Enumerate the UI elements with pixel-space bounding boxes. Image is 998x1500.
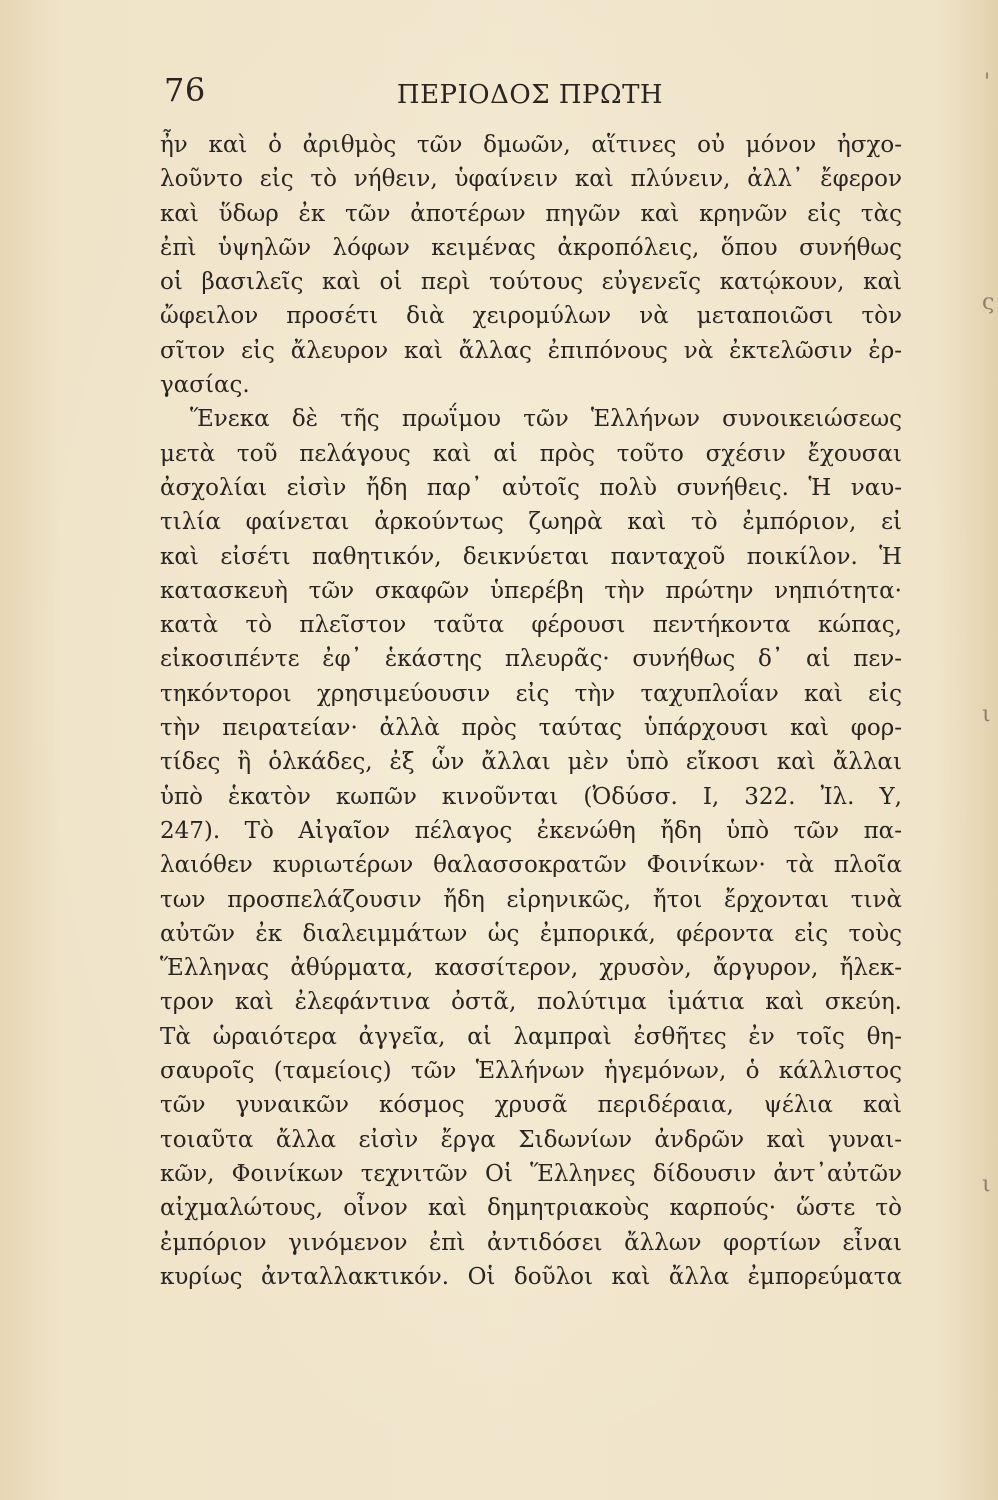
text-line: κῶν, Φοινίκων τεχνιτῶν Οἱ Ἕλληνες δίδουσιν ἀντ᾽αὐτῶν bbox=[160, 1160, 902, 1187]
text-line: τὴν πειρατείαν· ἀλλὰ πρὸς ταύτας ὑπάρχουσι καὶ φορ- bbox=[160, 715, 902, 742]
text-line: των προσπελάζουσιν ἤδη εἰρηνικῶς, ἤτοι ἔρχονται τινὰ bbox=[160, 886, 902, 913]
text-line: Τὰ ὡραιότερα ἀγγεῖα, αἱ λαμπραὶ ἐσθῆτες ἐν τοῖς θη- bbox=[160, 1023, 902, 1050]
text-line: καὶ εἰσέτι παθητικόν, δεικνύεται πανταχοῦ ποικίλον. Ἡ bbox=[160, 543, 902, 570]
text-line: τρον καὶ ἐλεφάντινα ὀστᾶ, πολύτιμα ἱμάτια καὶ σκεύη. bbox=[160, 989, 902, 1016]
text-line: κυρίως ἀνταλλακτικόν. Οἱ δοῦλοι καὶ ἄλλα ἐμπορεύματα bbox=[160, 1263, 902, 1290]
text-line: τίδες ἢ ὁλκάδες, ἐξ ὧν ἄλλαι μὲν ὑπὸ εἴκοσι καὶ ἄλλαι bbox=[160, 749, 902, 776]
text-line: ἐπὶ ὑψηλῶν λόφων κειμένας ἀκροπόλεις, ὅπου συνήθως bbox=[160, 234, 902, 261]
text-line: λαιόθεν κυριωτέρων θαλασσοκρατῶν Φοινίκων· τὰ πλοῖα bbox=[160, 852, 902, 879]
text-line: αἰχμαλώτους, οἶνον καὶ δημητριακοὺς καρπούς· ὥστε τὸ bbox=[160, 1195, 902, 1222]
text-line: μετὰ τοῦ πελάγους καὶ αἱ πρὸς τοῦτο σχέσιν ἔχουσαι bbox=[160, 440, 902, 467]
text-line: τηκόντοροι χρησιμεύουσιν εἰς τὴν ταχυπλοΐαν καὶ εἰς bbox=[160, 680, 902, 707]
text-line: κατὰ τὸ πλεῖστον ταῦτα φέρουσι πεντήκοντα κώπας, bbox=[160, 612, 902, 639]
text-line: καὶ ὕδωρ ἐκ τῶν ἀποτέρων πηγῶν καὶ κρηνῶν εἰς τὰς bbox=[160, 200, 902, 227]
margin-mark: ι bbox=[982, 1172, 991, 1197]
text-line: εἰκοσιπέντε ἐφ᾽ ἑκάστης πλευρᾶς· συνήθως δ᾽ αἱ πεν- bbox=[160, 646, 902, 673]
body-text bbox=[160, 128, 902, 1294]
page-number: 76 bbox=[164, 71, 206, 109]
text-line: ὤφειλον προσέτι διὰ χειρομύλων νὰ μεταποιῶσι τὸν bbox=[160, 303, 902, 330]
text-line: σαυροῖς (ταμείοις) τῶν Ἑλλήνων ἡγεμόνων, ὁ κάλλιστος bbox=[160, 1058, 902, 1085]
text-line: Ἕλληνας ἀθύρματα, κασσίτερον, χρυσὸν, ἄργυρον, ἤλεκ- bbox=[160, 955, 902, 982]
text-line: ἦν καὶ ὁ ἀριθμὸς τῶν δμωῶν, αἵτινες οὐ μόνον ἠσχο- bbox=[160, 132, 902, 158]
running-head: ΠΕΡΙΟΔΟΣ ΠΡΩΤΗ bbox=[396, 80, 664, 110]
text-line: λοῦντο εἰς τὸ νήθειν, ὑφαίνειν καὶ πλύνειν, ἀλλ᾽ ἔφερον bbox=[160, 166, 902, 193]
text-line: αὐτῶν ἐκ διαλειμμάτων ὡς ἐμπορικά, φέροντα εἰς τοὺς bbox=[160, 920, 902, 947]
margin-mark: ' bbox=[984, 70, 991, 95]
text-line: τῶν γυναικῶν κόσμος χρυσᾶ περιδέραια, ψέλια καὶ bbox=[160, 1092, 902, 1119]
text-line: 247). Τὸ Αἰγαῖον πέλαγος ἐκενώθη ἤδη ὑπὸ τῶν πα- bbox=[160, 817, 902, 844]
text-line: τιλία φαίνεται ἀρκούντως ζωηρὰ καὶ τὸ ἐμπόριον, εἰ bbox=[160, 509, 902, 536]
margin-mark: ι bbox=[982, 702, 991, 727]
page-header bbox=[150, 70, 910, 120]
text-line: τοιαῦτα ἄλλα εἰσὶν ἔργα Σιδωνίων ἀνδρῶν καὶ γυναι- bbox=[160, 1126, 902, 1153]
text-line: ὑπὸ ἑκατὸν κωπῶν κινοῦνται (Ὀδύσσ. Ι, 322. Ἰλ. Υ, bbox=[160, 783, 902, 810]
text-line: οἱ βασιλεῖς καὶ οἱ περὶ τούτους εὐγενεῖς κατῴκουν, καὶ bbox=[160, 269, 902, 296]
text-line: κατασκευὴ τῶν σκαφῶν ὑπερέβη τὴν πρώτην νηπιότητα· bbox=[160, 577, 902, 604]
text-line: Ἕνεκα δὲ τῆς πρωΐμου τῶν Ἑλλήνων συνοικειώσεως bbox=[190, 406, 902, 433]
text-line: σῖτον εἰς ἄλευρον καὶ ἄλλας ἐπιπόνους νὰ ἐκτελῶσιν ἐρ- bbox=[160, 337, 902, 364]
margin-mark: ς bbox=[982, 290, 995, 315]
text-line: γασίας. bbox=[160, 372, 250, 399]
text-line: ἐμπόριον γινόμενον ἐπὶ ἀντιδόσει ἄλλων φορτίων εἶναι bbox=[160, 1229, 902, 1256]
text-line: ἀσχολίαι εἰσὶν ἤδη παρ᾽ αὐτοῖς πολὺ συνήθεις. Ἡ ναυ- bbox=[160, 474, 902, 501]
